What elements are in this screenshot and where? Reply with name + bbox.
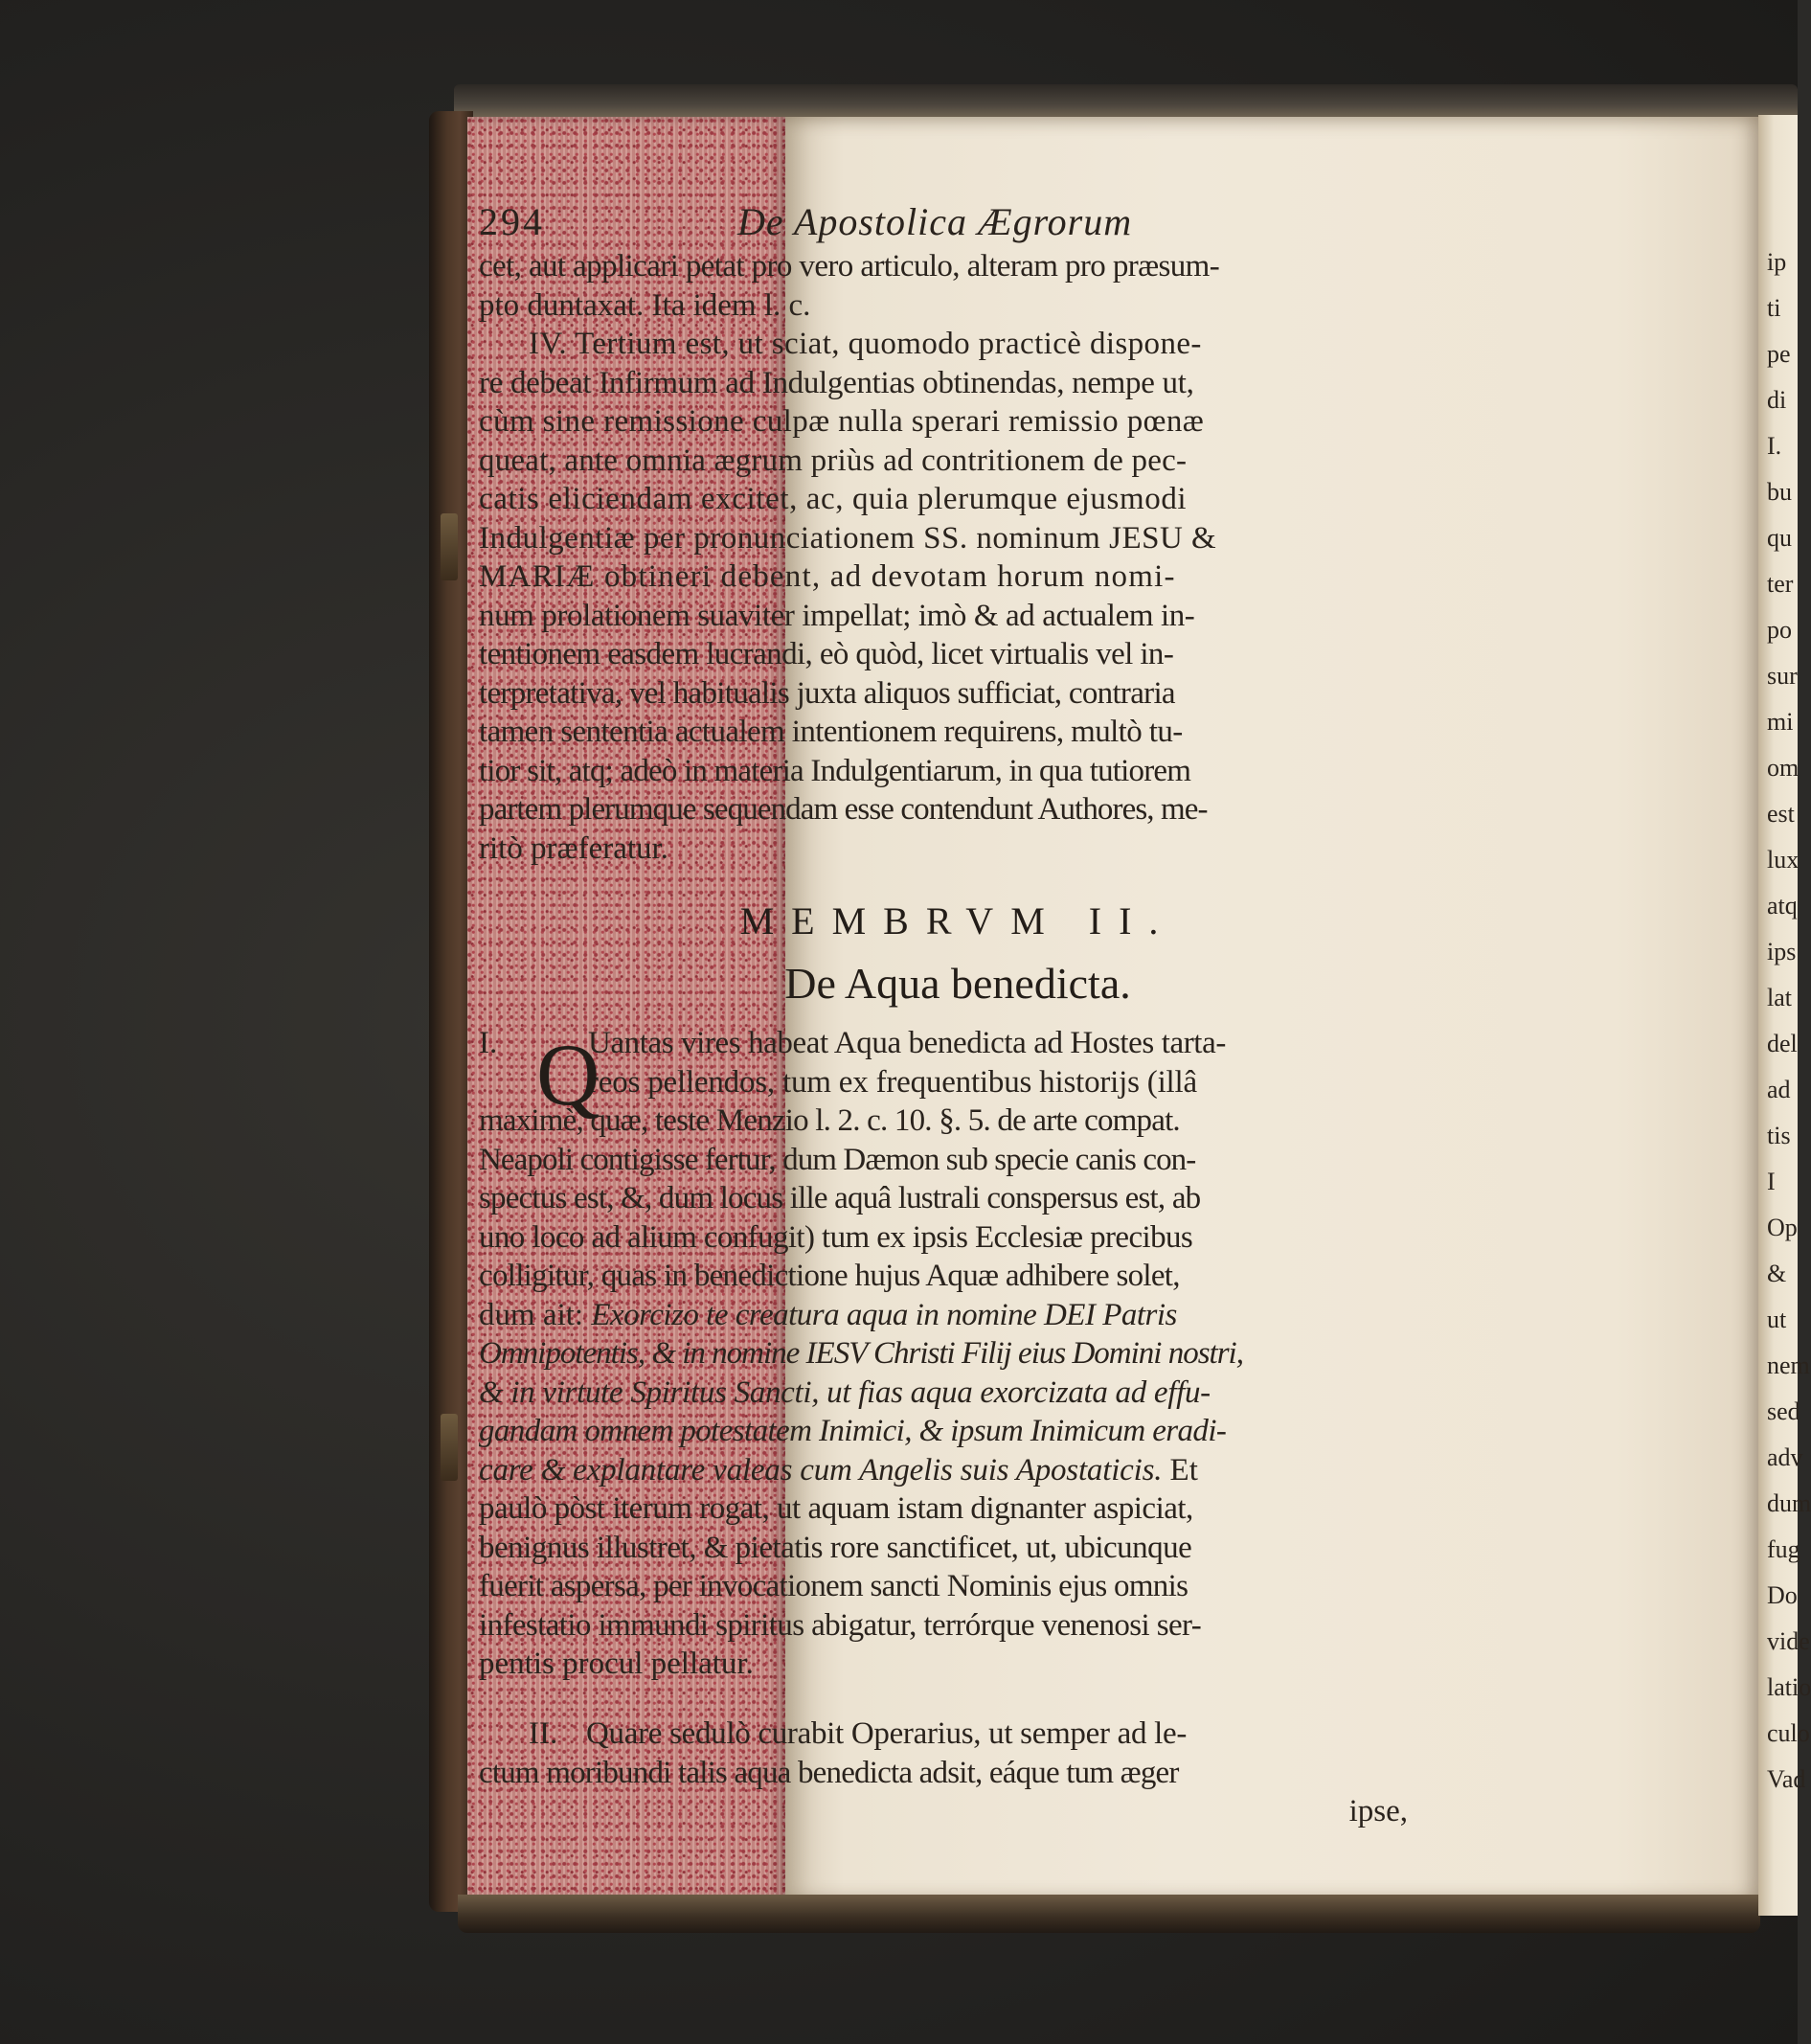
paragraph-1	[479, 1025, 1437, 1685]
text-line: ipse,	[1348, 1794, 1408, 1828]
page-number: 294	[479, 200, 545, 243]
neighbor-fragment: vide	[1767, 1627, 1810, 1655]
book-cover-top	[454, 84, 1798, 117]
neighbor-fragment: lux	[1767, 846, 1800, 874]
neighbor-fragment: culo	[1767, 1719, 1810, 1747]
spine-clasp	[441, 1414, 458, 1481]
text-span: Quare sedulò curabit Operarius, ut semper ad le-	[586, 1716, 1188, 1751]
running-header	[479, 199, 1437, 247]
text-span: Uantas vires habeat Aqua benedicta ad Hostes tarta-	[588, 1026, 1226, 1060]
neighbor-fragment: sur	[1767, 662, 1798, 690]
neighbor-fragment: latio	[1767, 1673, 1811, 1701]
neighbor-fragment: I.	[1767, 432, 1782, 460]
text-line: pentis procul pellatur.	[479, 1647, 754, 1681]
italic-line: Omnipotentis, & in nomine IESV Christi Filij eius Domini nostri,	[479, 1336, 1243, 1371]
text-line: MARIÆ obtineri debent, ad devotam horum nomi-	[479, 559, 1176, 594]
text-line: benignus illustret, & pietatis rore sanctificet, ut, ubicunque	[479, 1530, 1192, 1565]
spine-clasp	[441, 513, 458, 580]
neighbor-fragment: ip	[1767, 248, 1787, 276]
paragraph-2	[479, 1715, 1437, 1831]
text-line: paulò pòst iterum rogat, ut aquam istam dignanter aspiciat,	[479, 1491, 1193, 1526]
text-line: uno loco ad alium confugit) tum ex ipsis Ecclesiæ precibus	[479, 1219, 1193, 1255]
neighbor-fragment: dum	[1767, 1489, 1811, 1517]
right-page-fragments	[1767, 239, 1811, 1803]
text-line	[479, 1025, 1437, 1064]
text-line: pto duntaxat. Ita idem l. c.	[479, 287, 811, 323]
italic-line: & in virtute Spiritus Sancti, ut fias aqua exorcizata ad effu-	[479, 1374, 1211, 1410]
text-line: Neapoli contigisse fertur, dum Dæmon sub specie canis con-	[479, 1142, 1196, 1177]
neighbor-fragment: nem	[1767, 1351, 1810, 1379]
neighbor-fragment: om	[1767, 754, 1800, 782]
text-line: cet, aut applicari petat pro vero articulo, alteram pro præsum-	[479, 249, 1220, 284]
text-line	[479, 1715, 1437, 1754]
text-line: maximè, quæ, teste Menzio l. 2. c. 10. §. 5. de arte compat.	[479, 1103, 1180, 1138]
neighbor-fragment: lat	[1767, 984, 1792, 1011]
neighbor-fragment: ter	[1767, 570, 1794, 598]
neighbor-fragment: atq	[1767, 892, 1798, 920]
italic-span: Exorcizo te creatura aqua in nomine DEI Patris	[591, 1297, 1177, 1332]
text-line	[479, 1297, 1437, 1336]
text-span: dum ait:	[479, 1297, 584, 1332]
neighbor-fragment: Vad	[1767, 1765, 1806, 1793]
neighbor-fragment: Do	[1767, 1581, 1798, 1609]
text-line: colligitur, quas in benedictione hujus Aquæ adhibere solet,	[479, 1259, 1180, 1293]
neighbor-fragment: del	[1767, 1030, 1798, 1057]
neighbor-fragment: I	[1767, 1168, 1776, 1195]
book-cover-bottom	[458, 1895, 1760, 1933]
neighbor-fragment: ad	[1767, 1076, 1791, 1103]
text-line: tior sit, atq; adeò in materia Indulgentiarum, in qua tutiorem	[479, 753, 1191, 788]
text-line: spectus est, &, dum locus ille aquâ lustrali conspersus est, ab	[479, 1181, 1201, 1215]
text-line: IV. Tertium est, ut sciat, quomodo practicè dispone-	[529, 327, 1202, 361]
neighbor-fragment: Op	[1767, 1214, 1798, 1241]
drop-capital: Q	[536, 1026, 600, 1124]
neighbor-fragment: qu	[1767, 524, 1792, 552]
text-line: tentionem easdem lucrandi, eò quòd, licet virtualis vel in-	[479, 637, 1174, 671]
neighbor-fragment: ips	[1767, 938, 1797, 965]
text-line	[479, 1452, 1437, 1491]
text-line: terpretativa, vel habitualis juxta aliquos sufficiat, contraria	[479, 675, 1175, 711]
text-line: re debeat Infirmum ad Indulgentias obtinendas, nempe ut,	[479, 365, 1194, 400]
body-text-top	[479, 247, 1437, 868]
paragraph-number: I.	[479, 1026, 498, 1060]
text-line: reos pellendos, tum ex frequentibus historijs (illâ	[588, 1064, 1197, 1100]
neighbor-fragment: di	[1767, 386, 1787, 414]
text-line: queat, ante omnia ægrum priùs ad contritionem de pec-	[479, 443, 1188, 478]
text-line: Indulgentiæ per pronunciationem SS. nominum JESU &	[479, 520, 1217, 556]
neighbor-fragment: est	[1767, 800, 1795, 828]
paragraph-number: II.	[529, 1716, 558, 1751]
running-title: De Apostolica Ægrorum	[737, 200, 1133, 243]
neighbor-fragment: mi	[1767, 708, 1794, 736]
text-line: catis eliciendam excitet, ac, quia plerumque ejusmodi	[479, 482, 1188, 516]
italic-line: gandam omnem potestatem Inimici, & ipsum Inimicum eradi-	[479, 1414, 1227, 1448]
neighbor-fragment: adv	[1767, 1443, 1803, 1471]
italic-span: care & explantare valeas cum Angelis suis Apostaticis.	[479, 1452, 1163, 1488]
text-line: num prolationem suaviter impellat; imò & ad actualem in-	[479, 598, 1195, 633]
text-line: infestatio immundi spiritus abigatur, terrórque venenosi ser-	[479, 1607, 1202, 1643]
text-line: fuerit aspersa, per invocationem sancti Nominis ejus omnis	[479, 1569, 1188, 1603]
text-span: Et	[1169, 1452, 1198, 1488]
neighbor-fragment: pe	[1767, 340, 1791, 368]
neighbor-fragment: po	[1767, 616, 1792, 644]
text-line: tamen sententia actualem intentionem requirens, multò tu-	[479, 715, 1183, 749]
section-heading: MEMBRVM II.	[739, 899, 1176, 943]
text-line: partem plerumque sequendam esse contendunt Authores, me-	[479, 792, 1208, 827]
neighbor-fragment: sed	[1767, 1397, 1800, 1425]
neighbor-fragment: fug	[1767, 1535, 1800, 1563]
neighbor-fragment: tis	[1767, 1122, 1791, 1149]
text-line: ctum moribundi talis aqua benedicta adsit, eáque tum æger	[479, 1755, 1179, 1790]
neighbor-fragment: & ut	[1767, 1260, 1787, 1333]
text-line: cùm sine remissione culpæ nulla sperari remissio pœnæ	[479, 404, 1205, 439]
text-line: ritò præferatur.	[479, 830, 668, 866]
neighbor-fragment: ti	[1767, 294, 1781, 322]
neighbor-fragment: bu	[1767, 478, 1792, 506]
section-subheading: De Aqua benedicta.	[784, 959, 1131, 1008]
